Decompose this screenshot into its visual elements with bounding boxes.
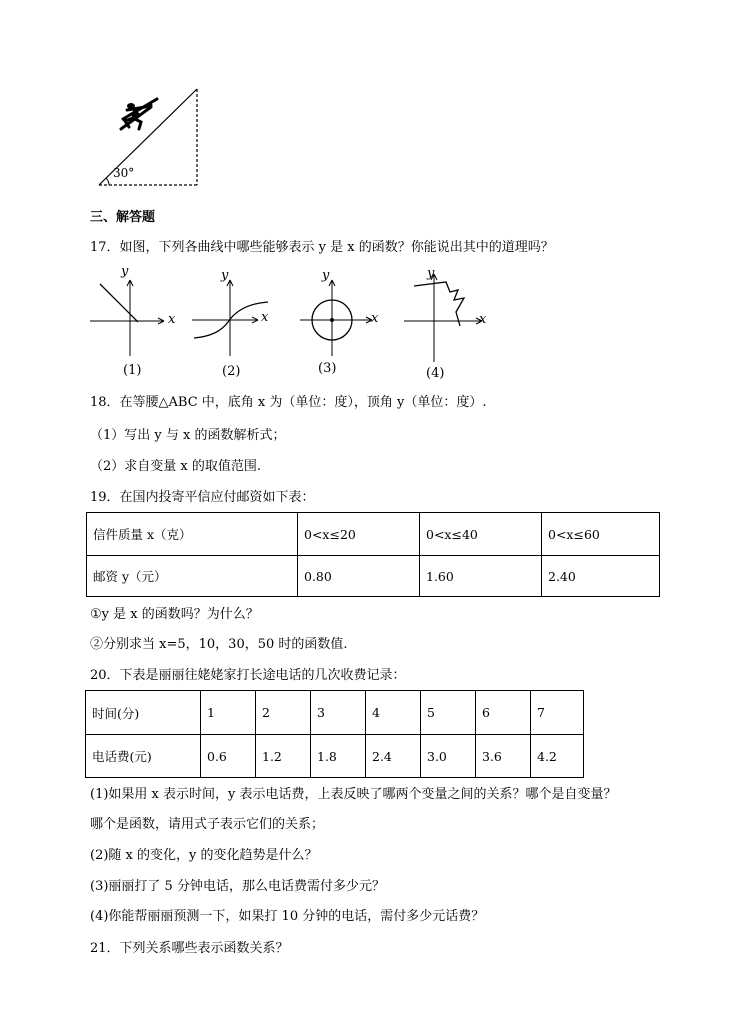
table-cell: 0<x≤40	[420, 513, 542, 556]
table-cell: 3.0	[421, 735, 476, 778]
q20-part1b: 哪个是函数，请用式子表示它们的关系；	[90, 817, 325, 832]
angle-arc	[106, 178, 109, 185]
table-cell: 6	[476, 691, 531, 735]
q19-part2: ②分别求当 x=5，10，30，50 时的函数值.	[90, 637, 348, 652]
table-cell: 3	[311, 691, 366, 735]
table-cell: 0.80	[298, 556, 420, 597]
table-row	[86, 691, 584, 735]
table-cell: 2	[256, 691, 311, 735]
table-cell: 时间(分)	[86, 691, 201, 735]
q18-part2: （2）求自变量 x 的取值范围.	[90, 459, 261, 474]
q20-part4: (4)你能帮丽丽预测一下，如果打 10 分钟的电话，需付多少元话费？	[90, 909, 485, 924]
q20-part1a: (1)如果用 x 表示时间，y 表示电话费，上表反映了哪两个变量之间的关系？哪个是自变量？	[90, 787, 617, 802]
table-cell: 1.60	[420, 556, 542, 597]
table-row	[87, 556, 660, 597]
postage-table	[86, 512, 660, 597]
table-cell: 3.6	[476, 735, 531, 778]
phone-fee-table	[85, 690, 584, 778]
graph-3-x-label: x	[371, 311, 379, 326]
graph-1	[88, 266, 178, 358]
q21-text: 21．下列关系哪些表示函数关系？	[90, 941, 289, 956]
graph-4-y-label: y	[427, 266, 435, 281]
table-cell: 4	[366, 691, 421, 735]
table-cell: 信件质量 x（克）	[87, 513, 298, 556]
graph-2-x-label: x	[261, 310, 269, 325]
graph-1-y-label: y	[121, 264, 129, 279]
table-cell: 0<x≤20	[298, 513, 420, 556]
graph-2-caption: (2)	[222, 364, 241, 379]
table-cell: 7	[531, 691, 584, 735]
graph-3	[298, 270, 382, 360]
graph-1-caption: (1)	[123, 363, 142, 378]
table-cell: 1	[201, 691, 256, 735]
table-cell: 电话费(元)	[86, 735, 201, 778]
skier-icon	[121, 99, 157, 129]
table-cell: 0.6	[201, 735, 256, 778]
q18-part1: （1）写出 y 与 x 的函数解析式；	[90, 428, 286, 443]
q18-text: 18．在等腰△ABC 中，底角 x 为（单位：度），顶角 y（单位：度）.	[90, 395, 487, 410]
q19-text: 19．在国内投寄平信应付邮资如下表：	[90, 490, 315, 505]
q20-part2: (2)随 x 的变化，y 的变化趋势是什么？	[90, 848, 318, 863]
table-cell: 1.2	[256, 735, 311, 778]
table-cell: 2.4	[366, 735, 421, 778]
section-title: 三、解答题	[90, 210, 156, 225]
graph-2-y-label: y	[221, 268, 229, 283]
graph-1-x-label: x	[168, 312, 176, 327]
angle-label: 30°	[113, 166, 135, 180]
q20-text: 20．下表是丽丽往姥姥家打长途电话的几次收费记录：	[90, 668, 406, 683]
table-cell: 5	[421, 691, 476, 735]
table-cell: 邮资 y（元）	[87, 556, 298, 597]
table-row	[87, 513, 660, 556]
graph-3-caption: (3)	[318, 361, 337, 376]
graph-3-y-label: y	[322, 268, 330, 283]
table-row	[86, 735, 584, 778]
slope-skier-figure	[95, 85, 205, 190]
graph-2	[188, 270, 272, 358]
table-cell: 0<x≤60	[542, 513, 660, 556]
q17-text: 17．如图，下列各曲线中哪些能够表示 y 是 x 的函数？你能说出其中的道理吗？	[90, 240, 554, 255]
table-cell: 4.2	[531, 735, 584, 778]
q19-part1: ①y 是 x 的函数吗？为什么？	[90, 607, 259, 622]
graph-4-x-label: x	[479, 312, 487, 327]
table-cell: 1.8	[311, 735, 366, 778]
graph-4-caption: (4)	[426, 366, 445, 381]
table-cell: 2.40	[542, 556, 660, 597]
q20-part3: (3)丽丽打了 5 分钟电话，那么电话费需付多少元？	[90, 879, 385, 894]
